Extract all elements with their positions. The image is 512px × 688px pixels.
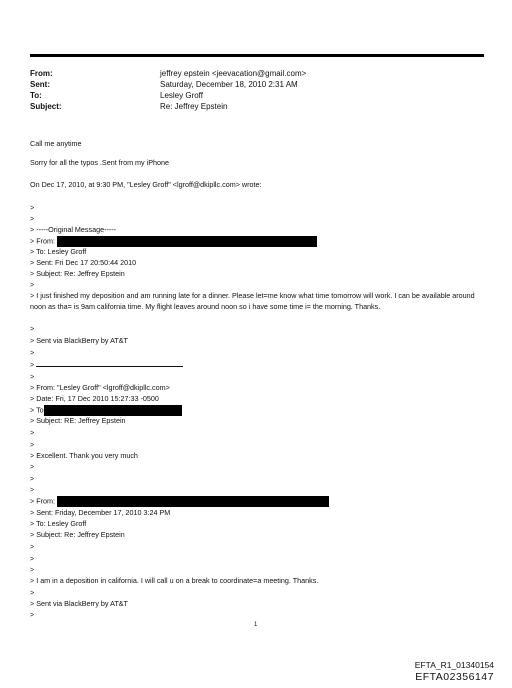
quote-line: > xyxy=(30,462,35,471)
from-label: From: xyxy=(30,69,53,78)
quote-line xyxy=(30,496,329,507)
body-line: Call me anytime xyxy=(30,139,82,148)
quote-line: > Sent: Friday, December 17, 2010 3:24 PM xyxy=(30,508,171,517)
quote-line xyxy=(30,360,183,371)
quote-line: > xyxy=(30,280,35,289)
quote-line: > xyxy=(30,348,35,357)
quote-line: > xyxy=(30,474,35,483)
quote-line: > xyxy=(30,440,35,449)
document-id-large: EFTA02356147 xyxy=(415,671,494,683)
quote-line: > Sent via BlackBerry by AT&T xyxy=(30,599,128,608)
quote-from-label: > From: xyxy=(30,496,55,506)
sent-value: Saturday, December 18, 2010 2:31 AM xyxy=(160,80,298,89)
quote-line: > -----Original Message----- xyxy=(30,225,117,234)
quote-line: > xyxy=(30,214,35,223)
quote-line: > I am in a deposition in california. I will call u on a break to coordinate=a meeting. Thanks. xyxy=(30,576,319,585)
quote-line: > To: Lesley Groff xyxy=(30,519,87,528)
body-line: On Dec 17, 2010, at 9:30 PM, "Lesley Groff" <lgroff@dkipllc.com> wrote: xyxy=(30,180,262,189)
quote-to-label: > To xyxy=(30,405,44,415)
from-value: jeffrey epstein <jeevacation@gmail.com> xyxy=(160,69,307,78)
quote-line: > xyxy=(30,485,35,494)
quote-line: > xyxy=(30,588,35,597)
quote-line: > Date: Fri, 17 Dec 2010 15:27:33 -0500 xyxy=(30,394,159,403)
quote-line: > xyxy=(30,203,35,212)
quote-line: > xyxy=(30,554,35,563)
page-number: 1 xyxy=(254,622,258,628)
to-label: To: xyxy=(30,91,42,100)
quote-line: > Excellent. Thank you very much xyxy=(30,451,138,460)
quote-line: > xyxy=(30,565,35,574)
quote-line: > Subject: Re: Jeffrey Epstein xyxy=(30,269,125,278)
header-rule xyxy=(30,54,484,57)
quote-line xyxy=(30,405,182,416)
document-id-small: EFTA_R1_01340154 xyxy=(414,660,494,670)
quote-line: > To: Lesley Groff xyxy=(30,247,87,256)
quote-line: > xyxy=(30,542,35,551)
sent-label: Sent: xyxy=(30,80,50,89)
subject-value: Re: Jeffrey Epstein xyxy=(160,102,228,111)
quote-paragraph: > I just finished my deposition and am running late for a dinner. Please let=me know what time tomorrow will work. I can be available around noon as tha= is 9am california time. My flight leaves around noon so i have some time i= the morning. Thanks. xyxy=(30,291,475,311)
quote-line: > xyxy=(30,324,35,333)
to-value: Lesley Groff xyxy=(160,91,203,100)
quote-line: > xyxy=(30,428,35,437)
quote-marker: > xyxy=(30,360,35,369)
redaction-block xyxy=(57,496,329,507)
quote-line: > Subject: Re: Jeffrey Epstein xyxy=(30,530,125,539)
quote-line: > xyxy=(30,372,35,381)
separator-underline xyxy=(36,360,183,367)
quote-from-label: > From: xyxy=(30,236,55,246)
body-line: Sorry for all the typos .Sent from my iPhone xyxy=(30,158,170,167)
quote-line: > From: "Lesley Groff" <lgroff@dkipllc.com> xyxy=(30,383,170,392)
document-ids xyxy=(415,660,494,683)
quote-line xyxy=(30,236,317,247)
redaction-block xyxy=(44,405,182,416)
redaction-block xyxy=(57,236,317,247)
quote-line: > Subject: RE: Jeffrey Epstein xyxy=(30,416,126,425)
quote-line: > Sent: Fri Dec 17 20:50:44 2010 xyxy=(30,258,137,267)
quote-line: > xyxy=(30,610,35,619)
subject-label: Subject: xyxy=(30,102,62,111)
quote-line: > Sent via BlackBerry by AT&T xyxy=(30,336,128,345)
